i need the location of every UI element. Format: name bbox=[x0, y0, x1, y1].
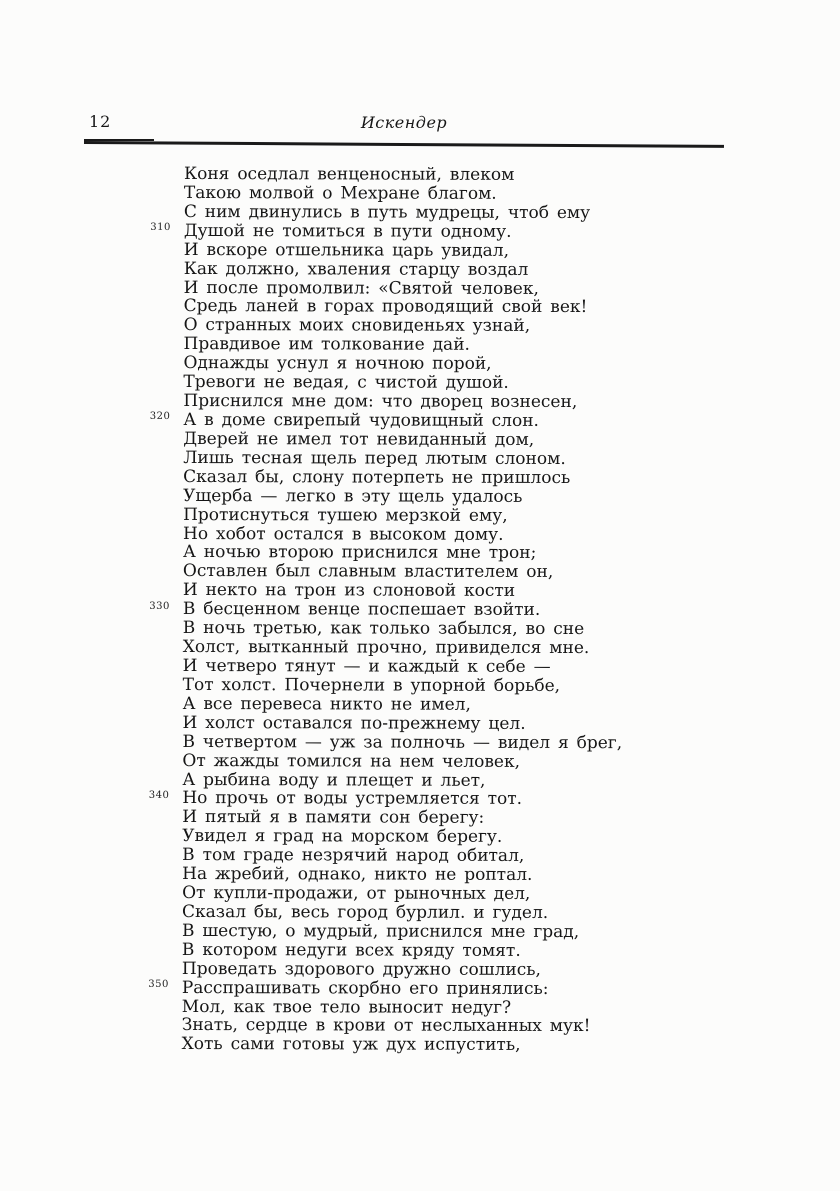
poem-line bbox=[182, 808, 622, 828]
poem-line-text: Приснился мне дом: что дворец вознесен, bbox=[183, 391, 578, 413]
poem-line-text: И после промолвил: «Святой человек, bbox=[183, 277, 539, 299]
poem-line-text: Коня оседлал венценосный, влеком bbox=[183, 164, 515, 185]
poem-line-text: Душой не томиться в пути одному. bbox=[183, 220, 512, 242]
poem-line bbox=[183, 392, 623, 412]
poem-line-text: Оставлен был славным властителем он, bbox=[182, 561, 554, 583]
poem-line-text: В четвертом — уж за полночь — видел я брег, bbox=[182, 731, 623, 753]
poem-line bbox=[183, 506, 623, 526]
poem-line-text: Как должно, хваления старцу воздал bbox=[183, 258, 529, 280]
poem-line bbox=[182, 884, 622, 904]
poem-line bbox=[184, 316, 624, 336]
poem-line bbox=[183, 695, 623, 715]
poem-line bbox=[182, 752, 622, 772]
poem-line bbox=[182, 827, 622, 847]
poem-line-text: В шестую, о мудрый, приснился мне град, bbox=[181, 920, 580, 942]
header-rule bbox=[84, 141, 724, 147]
verse-line-number: 310 bbox=[150, 222, 171, 234]
poem-line-text: Но прочь от воды устремляется тот. bbox=[182, 788, 523, 810]
poem-line-text: С ним двинулись в путь мудрецы, чтоб ему bbox=[183, 201, 591, 223]
poem-line bbox=[149, 599, 623, 621]
poem-line bbox=[182, 865, 622, 885]
poem-line bbox=[183, 449, 623, 469]
poem-line-text: А ночью второю приснился мне трон; bbox=[182, 542, 537, 564]
poem-line bbox=[182, 960, 622, 980]
poem-line-text: А в доме свирепый чудовищный слон. bbox=[183, 409, 539, 431]
poem-line-text: И некто на трон из слоновой кости bbox=[182, 580, 516, 602]
poem-line bbox=[183, 657, 623, 677]
poem-line-text: В котором недуги всех кряду томят. bbox=[181, 939, 521, 961]
poem-line-text: А рыбина воду и плещет и льет, bbox=[182, 769, 486, 791]
poem-line bbox=[183, 619, 623, 639]
poem-line-text: Проведать здорового дружно сошлись, bbox=[181, 958, 541, 980]
poem-line-text: Дверей не имел тот невиданный дом, bbox=[183, 428, 535, 450]
poem-line bbox=[182, 903, 622, 923]
poem-line bbox=[184, 241, 624, 261]
poem-line-text: Холст, вытканный прочно, привиделся мне. bbox=[182, 637, 590, 659]
poem-line bbox=[183, 543, 623, 563]
poem-line bbox=[148, 788, 622, 810]
poem-line bbox=[182, 922, 622, 942]
poem-line bbox=[149, 409, 623, 431]
poem-line-text: Однажды уснул я ночною порой, bbox=[183, 353, 492, 375]
poem-line bbox=[183, 581, 623, 601]
poem-line-text: Средь ланей в горах проводящий свой век! bbox=[183, 296, 588, 318]
poem-line-text: Такою молвой о Мехране благом. bbox=[183, 182, 497, 204]
poem-line bbox=[183, 487, 623, 507]
poem-line bbox=[183, 430, 623, 450]
poem-line bbox=[182, 846, 622, 866]
poem-line bbox=[183, 468, 623, 488]
poem-line bbox=[150, 220, 624, 242]
poem-line-text: Протиснуться тушею мерзкой ему, bbox=[183, 504, 508, 526]
poem-line bbox=[184, 335, 624, 355]
poem-line-text: Но хобот остался в высоком дому. bbox=[183, 523, 504, 545]
poem-line bbox=[182, 1035, 622, 1055]
page-number: 12 bbox=[89, 112, 112, 131]
poem-line bbox=[184, 260, 624, 280]
verse-line-number: 340 bbox=[148, 789, 170, 801]
poem-line-text: Хоть сами готовы уж дух испустить, bbox=[181, 1034, 521, 1056]
poem-line bbox=[182, 770, 622, 790]
poem-line bbox=[183, 714, 623, 734]
poem-line bbox=[183, 373, 623, 393]
poem-line bbox=[182, 998, 622, 1018]
poem-line bbox=[184, 184, 624, 204]
poem-line bbox=[184, 203, 624, 223]
poem-line-text: Тревоги не ведая, с чистой душой. bbox=[183, 372, 509, 393]
poem-line bbox=[183, 676, 623, 696]
poem-line-text: А все перевеса никто не имел, bbox=[182, 693, 471, 715]
poem-line bbox=[182, 941, 622, 961]
poem-line-text: Мол, как твое тело выносит недуг? bbox=[181, 996, 512, 1018]
poem-line-text: Расспрашивать скорбно его принялись: bbox=[181, 977, 549, 999]
poem-line-text: От жажды томился на нем человек, bbox=[182, 750, 521, 772]
poem-line bbox=[183, 562, 623, 582]
poem-line-text: В том граде незрячий народ обитал, bbox=[182, 845, 525, 867]
poem-line bbox=[183, 525, 623, 545]
poem-line bbox=[148, 977, 622, 999]
poem-line-text: И четверо тянут — и каждый к себе — bbox=[182, 655, 551, 677]
poem-line-text: И пятый я в памяти сон берегу: bbox=[182, 807, 485, 829]
running-title: Искендер bbox=[360, 113, 448, 132]
poem-line bbox=[183, 638, 623, 658]
verse-line-number: 350 bbox=[148, 979, 169, 991]
poem-line-text: Ущерба — легко в эту щель удалось bbox=[183, 485, 523, 507]
poem-line-text: Знать, сердце в крови от неслыханных мук! bbox=[181, 1015, 591, 1037]
poem-line-text: Сказал бы, слону потерпеть не пришлось bbox=[183, 466, 571, 488]
poem-line-text: И холст оставался по-прежнему цел. bbox=[182, 712, 526, 734]
poem-line-text: Лишь тесная щель перед лютым слоном. bbox=[183, 447, 566, 469]
poem-line bbox=[184, 279, 624, 299]
poem-lines bbox=[148, 164, 624, 1056]
poem-line-text: На жребий, однако, никто не роптал. bbox=[182, 864, 533, 886]
poem-line-text: И вскоре отшельника царь увидал, bbox=[183, 239, 510, 261]
poem-line-text: Увидел я град на морском берегу. bbox=[182, 826, 503, 848]
poem-line-text: В ночь третью, как только забылся, во сне bbox=[182, 618, 585, 640]
verse-line-number: 320 bbox=[149, 411, 171, 423]
poem-line-text: Сказал бы, весь город бурлил. и гудел. bbox=[182, 901, 549, 923]
verse-line-number: 330 bbox=[149, 600, 170, 612]
poem-line-text: В бесценном венце поспешает взойти. bbox=[182, 599, 541, 621]
poem-line-text: От купли-продажи, от рыночных дел, bbox=[182, 883, 531, 904]
poem-line bbox=[184, 165, 624, 185]
poem-line bbox=[183, 354, 623, 374]
poem-line-text: О странных моих сновиденьях узнай, bbox=[183, 315, 531, 337]
poem-line-text: Правдивое им толкование дай. bbox=[183, 334, 470, 356]
poem-line-text: Тот холст. Почернели в упорной борьбе, bbox=[182, 674, 561, 696]
poem-line bbox=[184, 297, 624, 317]
poem-line bbox=[182, 733, 622, 753]
poem-line bbox=[182, 1016, 622, 1036]
